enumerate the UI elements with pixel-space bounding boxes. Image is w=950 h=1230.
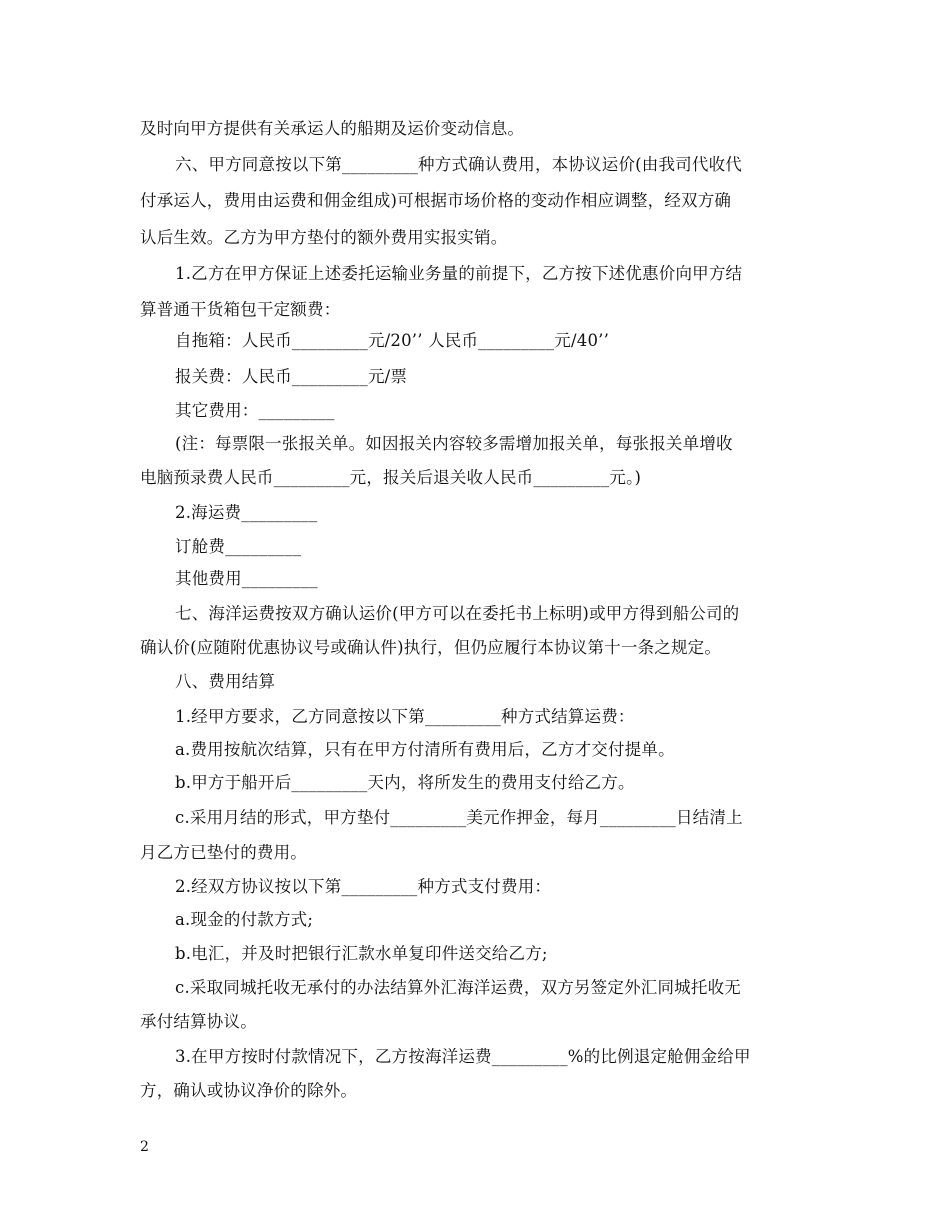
text-line: 电脑预录费人民币_________元，报关后退关收人民币_________元。)	[140, 468, 642, 487]
text-line: b.电汇，并及时把银行汇款水单复印件送交给乙方;	[175, 944, 548, 963]
text-line: 1.经甲方要求，乙方同意按以下第_________种方式结算运费：	[175, 707, 635, 726]
text-line: a.费用按航次结算，只有在甲方付清所有费用后，乙方才交付提单。	[175, 740, 675, 759]
text-line: 自拖箱：人民币_________元/20’’ 人民币_________元/40’’	[175, 331, 610, 350]
text-line: 方，确认或协议净价的除外。	[140, 1081, 358, 1100]
text-line: 及时向甲方提供有关承运人的船期及运价变动信息。	[140, 119, 525, 138]
text-line: 3.在甲方按时付款情况下，乙方按海洋运费_________%的比例退定舱佣金给甲	[175, 1047, 751, 1066]
text-line: 七、海洋运费按双方确认运价(甲方可以在委托书上标明)或甲方得到船公司的	[175, 604, 740, 623]
text-line: (注：每票限一张报关单。如因报关内容较多需增加报关单，每张报关单增收	[175, 434, 733, 453]
text-line: 订舱费_________	[175, 537, 302, 556]
text-line: 认后生效。乙方为甲方垫付的额外费用实报实销。	[140, 228, 508, 247]
text-line: 其他费用_________	[175, 569, 318, 588]
text-line: a.现金的付款方式;	[175, 910, 314, 929]
text-line: 算普通干货箱包干定额费：	[140, 300, 341, 319]
text-line: 月乙方已垫付的费用。	[140, 843, 307, 862]
text-line: 付承运人，费用由运费和佣金组成)可根据市场价格的变动作相应调整，经双方确	[140, 191, 732, 210]
text-line: c.采取同城托收无承付的办法结算外汇海洋运费，双方另签定外汇同城托收无	[175, 978, 741, 997]
text-line: 2.海运费_________	[175, 503, 318, 522]
text-line: 报关费：人民币_________元/票	[175, 367, 408, 386]
text-line: b.甲方于船开后_________天内，将所发生的费用支付给乙方。	[175, 773, 635, 792]
text-line: 六、甲方同意按以下第_________种方式确认费用，本协议运价(由我司代收代	[175, 155, 742, 174]
text-line: c.采用月结的形式，甲方垫付_________美元作押金，每月_________日结清上	[175, 808, 743, 827]
text-line: 其它费用：_________	[175, 401, 335, 420]
text-line: 确认价(应随附优惠协议号或确认件)执行，但仍应履行本协议第十一条之规定。	[140, 638, 722, 657]
text-line: 2.经双方协议按以下第_________种方式支付费用：	[175, 877, 552, 896]
page-number: 2	[140, 1139, 149, 1155]
text-line: 承付结算协议。	[140, 1012, 257, 1031]
section-heading: 八、费用结算	[175, 672, 276, 691]
text-line: 1.乙方在甲方保证上述委托运输业务量的前提下，乙方按下述优惠价向甲方结	[175, 264, 743, 283]
